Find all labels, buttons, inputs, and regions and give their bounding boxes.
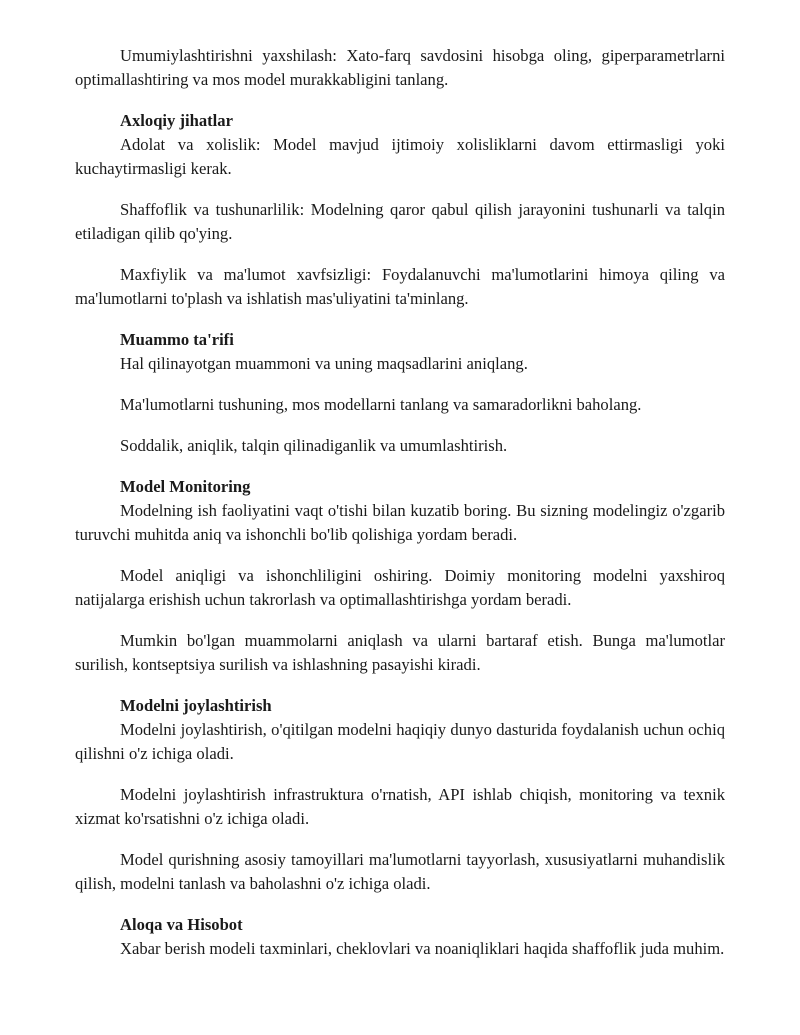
paragraph: Ma'lumotlarni tushuning, mos modellarni tanlang va samaradorlikni baholang. — [120, 395, 642, 414]
section-heading: Muammo ta'rifi — [120, 330, 234, 349]
paragraph: Soddalik, aniqlik, talqin qilinadiganlik va umumlashtirish. — [120, 436, 508, 455]
paragraph: Mumkin bo'lgan muammolarni aniqlash va ularni bartaraf etish. Bunga ma'lumotlar surilish, kontseptsiya surilish va ishlashning pasayishi kiradi. — [75, 631, 725, 674]
section-model-deployment — [75, 694, 725, 896]
paragraph: Modelning ish faoliyatini vaqt o'tishi bilan kuzatib boring. Bu sizning modelingiz o'zgarib turuvchi muhitda aniq va ishonchli bo'lib qolishiga yordam beradi. — [75, 501, 725, 544]
paragraph: Hal qilinayotgan muammoni va uning maqsadlarini aniqlang. — [120, 354, 528, 373]
section-ethics — [75, 109, 725, 311]
paragraph: Maxfiylik va ma'lumot xavfsizligi: Foydalanuvchi ma'lumotlarini himoya qiling va ma'lumotlarni to'plash va ishlatish mas'uliyatini ta'minlang. — [75, 265, 725, 308]
paragraph: Adolat va xolislik: Model mavjud ijtimoiy xolisliklarni davom ettirmasligi yoki kuchaytirmasligi kerak. — [75, 135, 725, 178]
section-problem-definition — [75, 328, 725, 458]
paragraph: Modelni joylashtirish, o'qitilgan modelni haqiqiy dunyo dasturida foydalanish uchun ochiq qilishni o'z ichiga oladi. — [75, 720, 725, 763]
paragraph: Shaffoflik va tushunarlilik: Modelning qaror qabul qilish jarayonini tushunarli va talqin etiladigan qilib qo'ying. — [75, 200, 725, 243]
intro-paragraph: Umumiylashtirishni yaxshilash: Xato-farq savdosini hisobga oling, giperparametrlarni optimallashtiring va mos model murakkabligini tanlang. — [75, 46, 725, 89]
section-heading: Axloqiy jihatlar — [120, 111, 233, 130]
paragraph: Model aniqligi va ishonchliligini oshiring. Doimiy monitoring modelni yaxshiroq natijalarga erishish uchun takrorlash va optimallashtirishga yordam beradi. — [75, 566, 725, 609]
section-model-monitoring — [75, 475, 725, 677]
section-heading: Aloqa va Hisobot — [120, 915, 243, 934]
paragraph: Xabar berish modeli taxminlari, cheklovlari va noaniqliklari haqida shaffoflik juda muhim. — [120, 939, 725, 958]
section-heading: Model Monitoring — [120, 477, 251, 496]
paragraph: Modelni joylashtirish infrastruktura o'rnatish, API ishlab chiqish, monitoring va texnik xizmat ko'rsatishni o'z ichiga oladi. — [75, 785, 725, 828]
section-heading: Modelni joylashtirish — [120, 696, 272, 715]
section-communication-reporting — [75, 913, 725, 961]
paragraph: Model qurishning asosiy tamoyillari ma'lumotlarni tayyorlash, xususiyatlarni muhandislik qilish, modelni tanlash va baholashni o'z ichiga oladi. — [75, 850, 725, 893]
